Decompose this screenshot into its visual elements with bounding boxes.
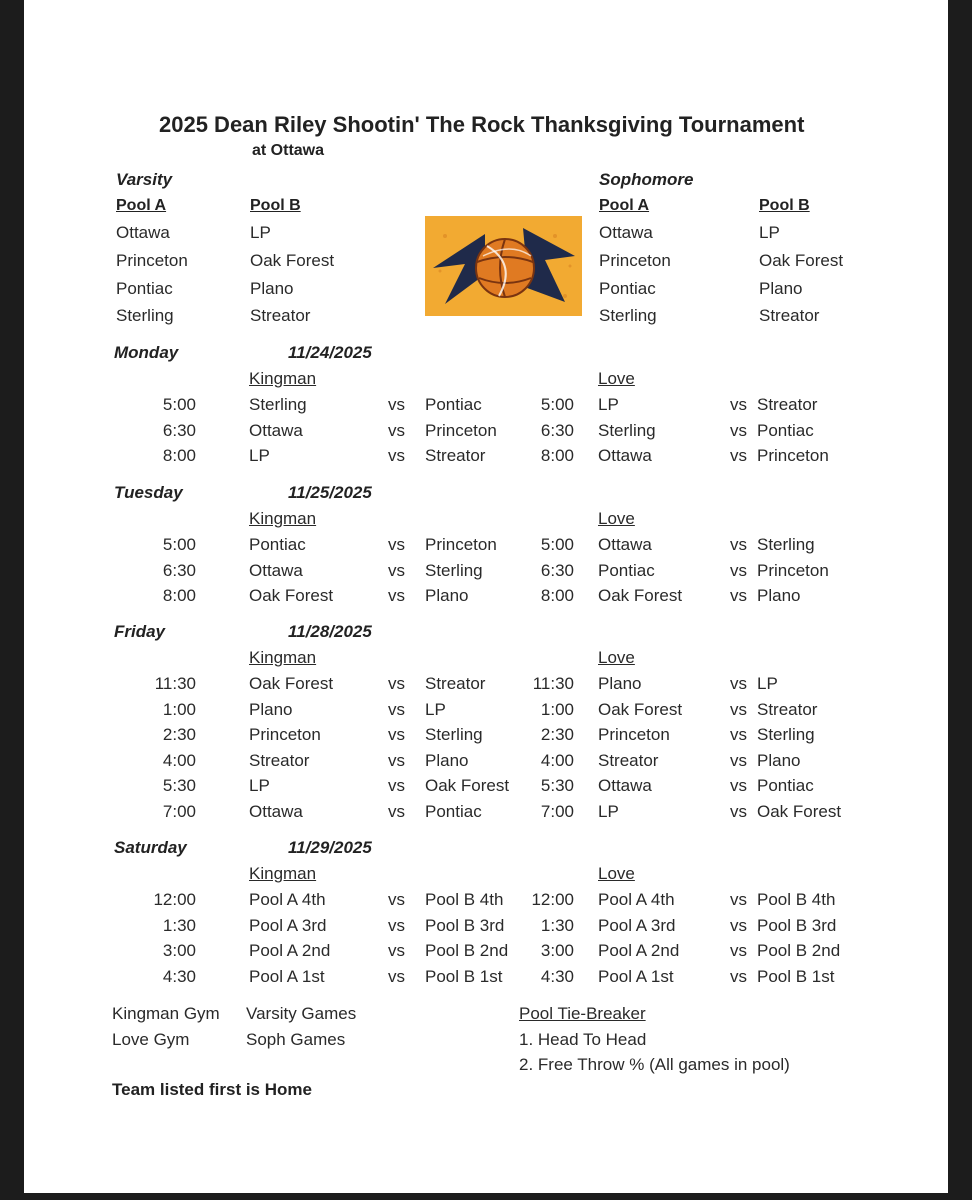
sophomore-gym-header: Love (598, 369, 635, 388)
varsity-away-team: Pool B 1st (425, 967, 503, 986)
sophomore-home-team: Streator (598, 751, 659, 770)
sophomore-game-time: 4:30 (540, 967, 574, 986)
varsity-pool-a-team: Ottawa (116, 223, 170, 242)
versus-label: vs (388, 776, 405, 795)
versus-label: vs (388, 586, 405, 605)
varsity-away-team: Princeton (425, 421, 497, 440)
varsity-game-time: 5:00 (162, 395, 196, 414)
sophomore-away-team: Pool B 4th (757, 890, 836, 909)
sophomore-home-team: Pool A 1st (598, 967, 674, 986)
varsity-away-team: Pool B 2nd (425, 941, 509, 960)
versus-label: vs (730, 890, 747, 909)
varsity-home-team: Pool A 4th (249, 890, 326, 909)
sophomore-gym-header: Love (598, 864, 635, 883)
versus-label: vs (730, 561, 747, 580)
sophomore-away-team: LP (757, 674, 778, 693)
versus-label: vs (730, 421, 747, 440)
versus-label: vs (388, 395, 405, 414)
sophomore-home-team: Pool A 4th (598, 890, 675, 909)
sophomore-game-time: 5:30 (540, 776, 574, 795)
kingman-gym-label: Kingman Gym (112, 1004, 220, 1023)
varsity-pool-b-team: LP (250, 223, 271, 242)
varsity-game-time: 5:30 (162, 776, 196, 795)
varsity-home-team: Sterling (249, 395, 307, 414)
sophomore-away-team: Princeton (757, 561, 829, 580)
sophomore-away-team: Pontiac (757, 421, 814, 440)
varsity-game-time: 1:00 (162, 700, 196, 719)
varsity-home-team: LP (249, 776, 270, 795)
varsity-away-team: Pontiac (425, 395, 482, 414)
basketball-lightning-logo-icon (425, 216, 582, 316)
varsity-game-time: 2:30 (162, 725, 196, 744)
varsity-label: Varsity (116, 170, 173, 189)
tiebreaker-title: Pool Tie-Breaker (519, 1004, 646, 1023)
sophomore-home-team: Ottawa (598, 446, 652, 465)
varsity-game-time: 5:00 (162, 535, 196, 554)
sophomore-pool-b-team: Oak Forest (759, 251, 844, 270)
sophomore-game-time: 4:00 (540, 751, 574, 770)
varsity-pool-b-team: Streator (250, 306, 311, 325)
sophomore-game-time: 7:00 (540, 802, 574, 821)
sophomore-game-time: 2:30 (540, 725, 574, 744)
varsity-game-time: 3:00 (162, 941, 196, 960)
sophomore-away-team: Sterling (757, 535, 815, 554)
varsity-away-team: Pool B 3rd (425, 916, 505, 935)
varsity-gym-header: Kingman (249, 509, 317, 528)
versus-label: vs (388, 890, 405, 909)
versus-label: vs (730, 674, 747, 693)
day-date: 11/28/2025 (288, 622, 372, 641)
versus-label: vs (388, 535, 405, 554)
sophomore-home-team: Pool A 3rd (598, 916, 676, 935)
varsity-away-team: Plano (425, 751, 469, 770)
varsity-game-time: 1:30 (162, 916, 196, 935)
sophomore-home-team: Ottawa (598, 776, 652, 795)
varsity-away-team: Plano (425, 586, 469, 605)
versus-label: vs (730, 967, 747, 986)
versus-label: vs (388, 700, 405, 719)
day-label: Tuesday (114, 483, 183, 502)
sophomore-away-team: Sterling (757, 725, 815, 744)
varsity-pool-a-header: Pool A (116, 197, 167, 214)
sophomore-away-team: Streator (757, 395, 818, 414)
sophomore-game-time: 8:00 (540, 586, 574, 605)
kingman-gym-desc: Varsity Games (246, 1004, 357, 1023)
varsity-pool-b-team: Plano (250, 279, 294, 298)
sophomore-home-team: Ottawa (598, 535, 652, 554)
home-team-note: Team listed first is Home (112, 1080, 312, 1099)
sophomore-home-team: LP (598, 395, 619, 414)
versus-label: vs (730, 535, 747, 554)
sophomore-home-team: Plano (598, 674, 642, 693)
versus-label: vs (388, 802, 405, 821)
sophomore-home-team: Princeton (598, 725, 670, 744)
varsity-gym-header: Kingman (249, 648, 317, 667)
sophomore-home-team: Pool A 2nd (598, 941, 680, 960)
day-label: Saturday (114, 838, 187, 857)
day-date: 11/25/2025 (288, 483, 372, 502)
versus-label: vs (388, 967, 405, 986)
sophomore-home-team: LP (598, 802, 619, 821)
sophomore-game-time: 11:30 (532, 674, 574, 693)
sophomore-game-time: 3:00 (540, 941, 574, 960)
sophomore-game-time: 6:30 (540, 421, 574, 440)
versus-label: vs (730, 916, 747, 935)
sophomore-pool-b-team: Streator (759, 306, 820, 325)
varsity-home-team: Pool A 1st (249, 967, 325, 986)
varsity-pool-a-team: Pontiac (116, 279, 173, 298)
versus-label: vs (388, 674, 405, 693)
sophomore-game-time: 1:00 (540, 700, 574, 719)
varsity-game-time: 7:00 (162, 802, 196, 821)
sophomore-label: Sophomore (599, 170, 694, 189)
sophomore-away-team: Oak Forest (757, 802, 842, 821)
sophomore-home-team: Oak Forest (598, 700, 683, 719)
location-subtitle: at Ottawa (252, 142, 325, 159)
sophomore-away-team: Plano (757, 751, 801, 770)
sophomore-home-team: Pontiac (598, 561, 655, 580)
varsity-away-team: Streator (425, 446, 486, 465)
varsity-gym-header: Kingman (249, 864, 317, 883)
versus-label: vs (388, 421, 405, 440)
sophomore-game-time: 12:00 (531, 890, 574, 909)
varsity-game-time: 6:30 (162, 421, 196, 440)
sophomore-away-team: Pontiac (757, 776, 814, 795)
sophomore-away-team: Pool B 1st (757, 967, 835, 986)
varsity-away-team: Princeton (425, 535, 497, 554)
varsity-home-team: Plano (249, 700, 293, 719)
varsity-away-team: Oak Forest (425, 776, 510, 795)
varsity-pool-a-team: Sterling (116, 306, 174, 325)
varsity-game-time: 6:30 (162, 561, 196, 580)
versus-label: vs (388, 561, 405, 580)
varsity-pool-b-team: Oak Forest (250, 251, 335, 270)
sophomore-game-time: 8:00 (540, 446, 574, 465)
varsity-game-time: 4:30 (162, 967, 196, 986)
tiebreaker-item: 2. Free Throw % (All games in pool) (519, 1055, 790, 1074)
versus-label: vs (730, 725, 747, 744)
varsity-home-team: Oak Forest (249, 674, 334, 693)
varsity-home-team: Princeton (249, 725, 321, 744)
versus-label: vs (730, 446, 747, 465)
sophomore-game-time: 5:00 (540, 395, 574, 414)
varsity-away-team: Pontiac (425, 802, 482, 821)
varsity-home-team: Pontiac (249, 535, 306, 554)
versus-label: vs (388, 916, 405, 935)
sophomore-home-team: Sterling (598, 421, 656, 440)
versus-label: vs (388, 941, 405, 960)
varsity-game-time: 4:00 (162, 751, 196, 770)
varsity-home-team: LP (249, 446, 270, 465)
varsity-away-team: Sterling (425, 561, 483, 580)
sophomore-gym-header: Love (598, 648, 635, 667)
varsity-game-time: 11:30 (154, 674, 196, 693)
sophomore-away-team: Princeton (757, 446, 829, 465)
love-gym-label: Love Gym (112, 1030, 190, 1049)
varsity-game-time: 12:00 (153, 890, 196, 909)
page-title: 2025 Dean Riley Shootin' The Rock Thanksgiving Tournament (159, 112, 805, 137)
varsity-home-team: Ottawa (249, 421, 303, 440)
day-date: 11/24/2025 (288, 343, 372, 362)
day-label: Friday (114, 622, 166, 641)
sophomore-home-team: Oak Forest (598, 586, 683, 605)
varsity-home-team: Pool A 3rd (249, 916, 327, 935)
varsity-pool-b-header: Pool B (250, 197, 301, 214)
versus-label: vs (730, 751, 747, 770)
sophomore-gym-header: Love (598, 509, 635, 528)
versus-label: vs (388, 751, 405, 770)
versus-label: vs (388, 446, 405, 465)
varsity-gym-header: Kingman (249, 369, 317, 388)
sophomore-away-team: Plano (757, 586, 801, 605)
sophomore-pool-a-team: Sterling (599, 306, 657, 325)
day-label: Monday (114, 343, 179, 362)
varsity-home-team: Pool A 2nd (249, 941, 331, 960)
varsity-away-team: LP (425, 700, 446, 719)
versus-label: vs (730, 700, 747, 719)
love-gym-desc: Soph Games (246, 1030, 346, 1049)
sophomore-pool-a-team: Pontiac (599, 279, 656, 298)
varsity-home-team: Ottawa (249, 802, 303, 821)
versus-label: vs (388, 725, 405, 744)
varsity-home-team: Streator (249, 751, 310, 770)
sophomore-pool-b-team: Plano (759, 279, 803, 298)
sophomore-pool-a-team: Princeton (599, 251, 671, 270)
sophomore-pool-a-header: Pool A (599, 197, 650, 214)
versus-label: vs (730, 586, 747, 605)
versus-label: vs (730, 395, 747, 414)
versus-label: vs (730, 776, 747, 795)
versus-label: vs (730, 941, 747, 960)
sophomore-away-team: Pool B 2nd (757, 941, 841, 960)
sophomore-game-time: 1:30 (540, 916, 574, 935)
sophomore-away-team: Streator (757, 700, 818, 719)
sophomore-pool-a-team: Ottawa (599, 223, 653, 242)
varsity-pool-a-team: Princeton (116, 251, 188, 270)
varsity-away-team: Sterling (425, 725, 483, 744)
day-date: 11/29/2025 (288, 838, 372, 857)
varsity-game-time: 8:00 (162, 446, 196, 465)
sophomore-pool-b-team: LP (759, 223, 780, 242)
varsity-home-team: Oak Forest (249, 586, 334, 605)
tiebreaker-item: 1. Head To Head (519, 1030, 647, 1049)
varsity-home-team: Ottawa (249, 561, 303, 580)
varsity-away-team: Streator (425, 674, 486, 693)
sophomore-game-time: 6:30 (540, 561, 574, 580)
sophomore-pool-b-header: Pool B (759, 197, 810, 214)
sophomore-away-team: Pool B 3rd (757, 916, 837, 935)
versus-label: vs (730, 802, 747, 821)
sophomore-game-time: 5:00 (540, 535, 574, 554)
varsity-away-team: Pool B 4th (425, 890, 504, 909)
varsity-game-time: 8:00 (162, 586, 196, 605)
